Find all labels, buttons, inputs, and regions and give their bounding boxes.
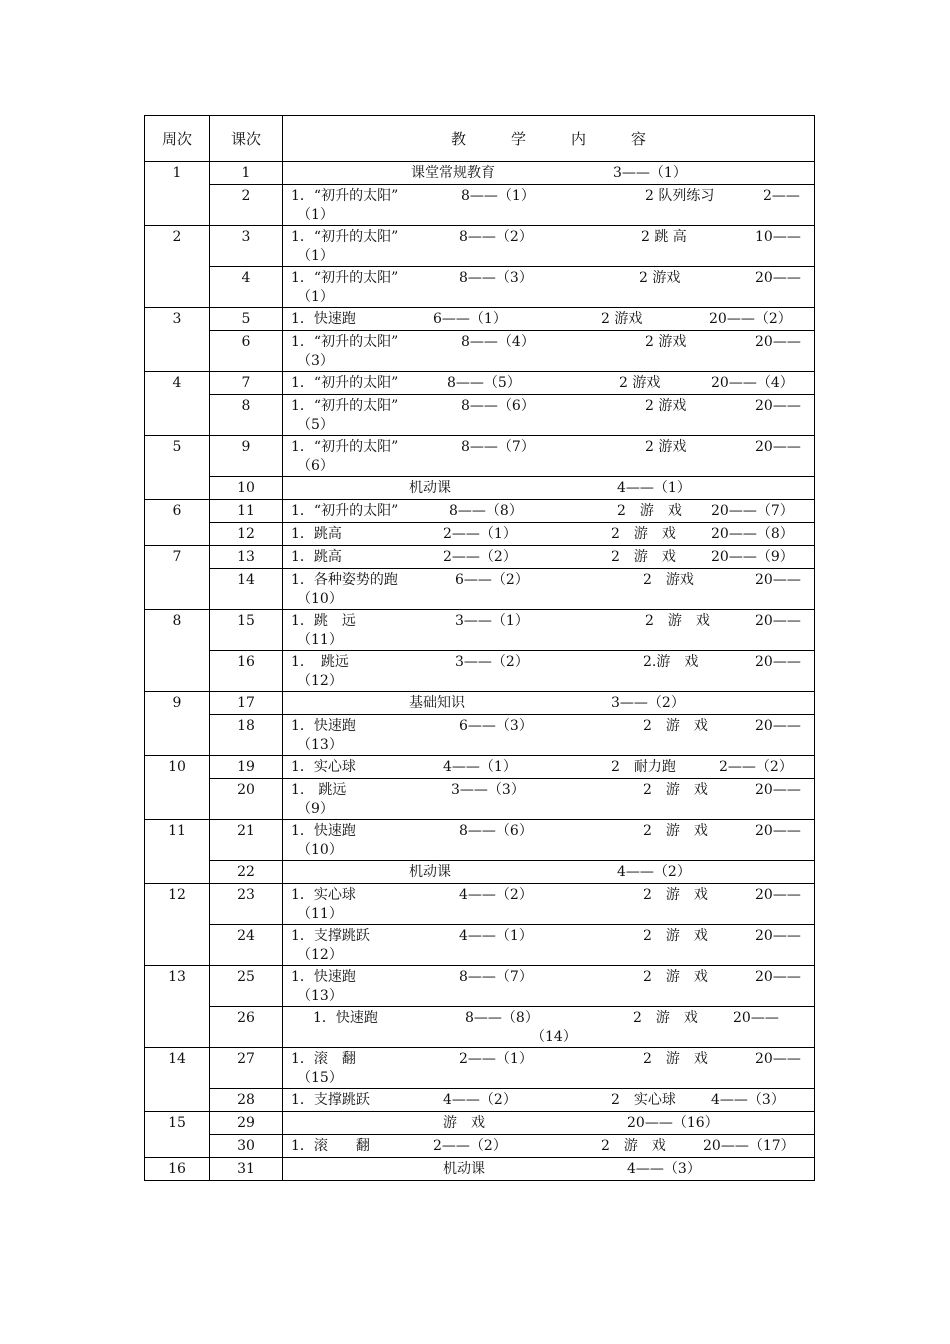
content-segment: 2 游 戏 [643, 887, 708, 903]
content-segment: 8——（8） [449, 503, 523, 519]
content-segment: 游 戏 [443, 1115, 485, 1131]
content-cell [283, 651, 815, 692]
content-segment: 2——（2） [443, 549, 517, 565]
content-segment: 4——（1） [459, 928, 533, 944]
week-cell: 10 [145, 756, 210, 820]
table-row [145, 966, 815, 1007]
content-segment: 2 游 戏 [611, 549, 676, 565]
content-segment: 20——（4） [711, 375, 794, 391]
content-segment: 20——（16） [627, 1115, 719, 1131]
table-row [145, 226, 815, 267]
content-segment: 2 游 戏 [633, 1010, 698, 1026]
table-row [145, 331, 815, 372]
table-row [145, 185, 815, 226]
lesson-cell: 15 [210, 610, 283, 651]
lesson-cell: 25 [210, 966, 283, 1007]
lesson-cell: 19 [210, 756, 283, 779]
content-segment: 2——（1） [443, 526, 517, 542]
content-segment: 8——（2） [459, 229, 533, 245]
table-row [145, 308, 815, 331]
content-segment: 1．支撑跳跃 [291, 928, 370, 944]
content-segment: 10—— [755, 229, 801, 245]
content-continuation: （11） [297, 632, 343, 648]
week-cell: 7 [145, 546, 210, 610]
content-segment: 8——（4） [461, 334, 535, 350]
content-segment: 2—— [763, 188, 800, 204]
content-segment: 2 游戏 [645, 398, 687, 414]
content-continuation: （1） [297, 248, 334, 264]
table-row [145, 610, 815, 651]
week-cell: 16 [145, 1158, 210, 1181]
content-cell [283, 1135, 815, 1158]
content-segment: 1．“初升的太阳” [291, 270, 399, 286]
content-segment: 机动课 [409, 480, 451, 496]
lesson-cell: 22 [210, 861, 283, 884]
content-segment: 2 游戏 [643, 572, 694, 588]
table-row [145, 884, 815, 925]
table-row [145, 861, 815, 884]
content-segment: 1．实心球 [291, 759, 356, 775]
week-cell: 4 [145, 372, 210, 436]
content-segment: 20—— [755, 334, 801, 350]
content-segment: 3——（1） [455, 613, 529, 629]
content-continuation: （13） [297, 737, 343, 753]
table-row [145, 925, 815, 966]
content-segment: 3——（3） [451, 782, 525, 798]
week-cell: 3 [145, 308, 210, 372]
content-cell [283, 372, 815, 395]
content-cell [283, 610, 815, 651]
table-row [145, 372, 815, 395]
lesson-cell: 9 [210, 436, 283, 477]
content-segment: 1．“初升的太阳” [291, 439, 399, 455]
content-segment: 4——（2） [443, 1092, 517, 1108]
table-row [145, 779, 815, 820]
content-segment: 基础知识 [409, 695, 465, 711]
content-continuation: （10） [297, 842, 343, 858]
content-segment: 20—— [755, 928, 801, 944]
content-segment: 1．“初升的太阳” [291, 334, 399, 350]
content-segment: 20—— [755, 969, 801, 985]
content-segment: 4——（3） [627, 1161, 701, 1177]
content-segment: 1．快速跑 [291, 718, 356, 734]
week-cell: 11 [145, 820, 210, 884]
table-row [145, 267, 815, 308]
content-segment: 2 游 戏 [617, 503, 682, 519]
content-segment: 20——（9） [711, 549, 794, 565]
content-continuation: （14） [531, 1029, 577, 1045]
content-continuation: （13） [297, 988, 343, 1004]
content-cell [283, 546, 815, 569]
lesson-cell: 4 [210, 267, 283, 308]
content-segment: 20—— [755, 718, 801, 734]
content-segment: 2 游 戏 [643, 823, 708, 839]
content-segment: 4——（1） [443, 759, 517, 775]
header-lesson: 课次 [210, 116, 283, 162]
week-cell: 8 [145, 610, 210, 692]
content-cell [283, 1048, 815, 1089]
week-cell: 14 [145, 1048, 210, 1112]
content-cell [283, 162, 815, 185]
lesson-cell: 24 [210, 925, 283, 966]
lesson-cell: 28 [210, 1089, 283, 1112]
content-segment: 2 游 戏 [643, 928, 708, 944]
content-segment: 2 游 戏 [643, 969, 708, 985]
lesson-cell: 29 [210, 1112, 283, 1135]
content-segment: 2——（2） [719, 759, 793, 775]
table-row [145, 651, 815, 692]
content-cell [283, 267, 815, 308]
content-cell [283, 477, 815, 500]
content-continuation: （1） [297, 207, 334, 223]
content-segment: 20—— [755, 654, 801, 670]
content-continuation: （1） [297, 289, 334, 305]
content-segment: 6——（1） [433, 311, 507, 327]
content-segment: 1．“初升的太阳” [291, 229, 399, 245]
lesson-cell: 30 [210, 1135, 283, 1158]
content-segment: 3——（2） [611, 695, 685, 711]
content-segment: 2 游 戏 [601, 1138, 666, 1154]
content-segment: 20——（8） [711, 526, 794, 542]
week-cell: 2 [145, 226, 210, 308]
lesson-cell: 20 [210, 779, 283, 820]
content-continuation: （3） [297, 353, 334, 369]
lesson-cell: 31 [210, 1158, 283, 1181]
content-segment: 2 游戏 [619, 375, 661, 391]
header-week: 周次 [145, 116, 210, 162]
lesson-cell: 1 [210, 162, 283, 185]
table-row [145, 1158, 815, 1181]
table-row [145, 756, 815, 779]
content-cell [283, 1007, 815, 1048]
content-segment: 8——（7） [459, 969, 533, 985]
header-row [145, 116, 815, 162]
teaching-schedule-table [144, 115, 815, 1181]
content-segment: 1．快速跑 [313, 1010, 378, 1026]
content-segment: 4——（1） [617, 480, 691, 496]
content-segment: 1. 跳远 [291, 782, 347, 798]
content-cell [283, 820, 815, 861]
content-cell [283, 779, 815, 820]
content-cell [283, 500, 815, 523]
lesson-cell: 5 [210, 308, 283, 331]
content-continuation: （9） [297, 801, 334, 817]
table-row [145, 477, 815, 500]
lesson-cell: 21 [210, 820, 283, 861]
content-segment: 机动课 [443, 1161, 485, 1177]
content-cell [283, 715, 815, 756]
content-cell [283, 1112, 815, 1135]
table-row [145, 715, 815, 756]
content-cell [283, 185, 815, 226]
content-segment: 20—— [755, 398, 801, 414]
content-segment: 1．快速跑 [291, 969, 356, 985]
content-segment: 20—— [755, 823, 801, 839]
content-cell [283, 756, 815, 779]
week-cell: 15 [145, 1112, 210, 1158]
content-segment: 1． 跳远 [291, 654, 349, 670]
lesson-cell: 12 [210, 523, 283, 546]
content-segment: 20——（17） [703, 1138, 795, 1154]
content-segment: 4——（3） [711, 1092, 785, 1108]
content-segment: 2.游 戏 [643, 654, 699, 670]
lesson-cell: 8 [210, 395, 283, 436]
week-cell: 12 [145, 884, 210, 966]
content-segment: 20—— [755, 613, 801, 629]
content-segment: 8——（7） [461, 439, 535, 455]
week-cell: 1 [145, 162, 210, 226]
week-cell: 9 [145, 692, 210, 756]
content-continuation: （11） [297, 906, 343, 922]
content-segment: 20——（7） [711, 503, 794, 519]
content-segment: 机动课 [409, 864, 451, 880]
content-cell [283, 966, 815, 1007]
lesson-cell: 23 [210, 884, 283, 925]
content-cell [283, 1089, 815, 1112]
lesson-cell: 16 [210, 651, 283, 692]
lesson-cell: 11 [210, 500, 283, 523]
content-segment: 2——（2） [433, 1138, 507, 1154]
header-content: 教 学 内 容 [283, 116, 815, 162]
content-cell [283, 523, 815, 546]
content-continuation: （6） [297, 458, 334, 474]
content-segment: 20—— [755, 1051, 801, 1067]
content-segment: 4——（2） [617, 864, 691, 880]
content-segment: 1．支撑跳跃 [291, 1092, 370, 1108]
content-segment: 1．“初升的太阳” [291, 375, 399, 391]
content-cell [283, 692, 815, 715]
lesson-cell: 26 [210, 1007, 283, 1048]
content-segment: 1．滚 翻 [291, 1138, 370, 1154]
content-segment: 2 游戏 [645, 334, 687, 350]
content-segment: 4——（2） [459, 887, 533, 903]
content-segment: 1．跳高 [291, 549, 342, 565]
content-segment: 20——（2） [709, 311, 792, 327]
content-segment: 8——（5） [447, 375, 521, 391]
content-continuation: （12） [297, 673, 343, 689]
content-continuation: （5） [297, 417, 334, 433]
table-row [145, 1112, 815, 1135]
table-row [145, 395, 815, 436]
lesson-cell: 10 [210, 477, 283, 500]
content-segment: 1．实心球 [291, 887, 356, 903]
table-row [145, 569, 815, 610]
week-cell: 5 [145, 436, 210, 500]
content-segment: 1．跳 远 [291, 613, 356, 629]
lesson-cell: 13 [210, 546, 283, 569]
content-segment: 1．“初升的太阳” [291, 398, 399, 414]
content-segment: 1．各种姿势的跑 [291, 572, 398, 588]
content-segment: 1．“初升的太阳” [291, 188, 399, 204]
content-segment: 8——（6） [461, 398, 535, 414]
content-cell [283, 331, 815, 372]
content-segment: 1．快速跑 [291, 823, 356, 839]
lesson-cell: 14 [210, 569, 283, 610]
content-segment: 20—— [755, 782, 801, 798]
content-segment: 8——（3） [459, 270, 533, 286]
table-row [145, 820, 815, 861]
content-segment: 1．跳高 [291, 526, 342, 542]
lesson-cell: 2 [210, 185, 283, 226]
content-cell [283, 861, 815, 884]
content-segment: 2 游 戏 [643, 1051, 708, 1067]
lesson-cell: 27 [210, 1048, 283, 1089]
week-cell: 6 [145, 500, 210, 546]
content-continuation: （10） [297, 591, 343, 607]
content-segment: 1．快速跑 [291, 311, 356, 327]
content-cell [283, 925, 815, 966]
content-segment: 课堂常规教育 [411, 165, 495, 181]
content-cell [283, 436, 815, 477]
lesson-cell: 7 [210, 372, 283, 395]
content-segment: 1．滚 翻 [291, 1051, 356, 1067]
content-segment: 2——（1） [459, 1051, 533, 1067]
content-segment: 3——（1） [613, 165, 687, 181]
content-segment: 2 游 戏 [611, 526, 676, 542]
content-segment: 2 实心球 [611, 1092, 676, 1108]
content-continuation: （12） [297, 947, 343, 963]
content-segment: 20—— [733, 1010, 779, 1026]
content-segment: 8——（6） [459, 823, 533, 839]
lesson-cell: 6 [210, 331, 283, 372]
table-row [145, 546, 815, 569]
content-continuation: （15） [297, 1070, 343, 1086]
week-cell: 13 [145, 966, 210, 1048]
content-segment: 2 游戏 [639, 270, 681, 286]
content-segment: 20—— [755, 270, 801, 286]
table-row [145, 523, 815, 546]
table-row [145, 436, 815, 477]
table-row [145, 1007, 815, 1048]
content-cell [283, 884, 815, 925]
content-segment: 6——（2） [455, 572, 529, 588]
content-cell [283, 569, 815, 610]
table-row [145, 1048, 815, 1089]
content-cell [283, 395, 815, 436]
content-segment: 2 跳 高 [641, 229, 687, 245]
content-cell [283, 308, 815, 331]
table-row [145, 692, 815, 715]
content-segment: 2 游戏 [601, 311, 643, 327]
lesson-cell: 3 [210, 226, 283, 267]
content-segment: 2 游戏 [645, 439, 687, 455]
table-row [145, 500, 815, 523]
table-row [145, 1089, 815, 1112]
content-segment: 6——（3） [459, 718, 533, 734]
content-segment: 3——（2） [455, 654, 529, 670]
table-row [145, 162, 815, 185]
table-row [145, 1135, 815, 1158]
lesson-cell: 17 [210, 692, 283, 715]
content-cell [283, 1158, 815, 1181]
content-segment: 8——（8） [465, 1010, 539, 1026]
content-segment: 2 游 戏 [645, 613, 710, 629]
content-segment: 2 游 戏 [643, 782, 708, 798]
content-segment: 2 队列练习 [645, 188, 715, 204]
content-segment: 2 游 戏 [643, 718, 708, 734]
lesson-cell: 18 [210, 715, 283, 756]
content-segment: 20—— [755, 887, 801, 903]
content-segment: 20—— [755, 439, 801, 455]
content-segment: 20—— [755, 572, 801, 588]
content-segment: 2 耐力跑 [611, 759, 676, 775]
content-segment: 1．“初升的太阳” [291, 503, 399, 519]
content-cell [283, 226, 815, 267]
content-segment: 8——（1） [461, 188, 535, 204]
